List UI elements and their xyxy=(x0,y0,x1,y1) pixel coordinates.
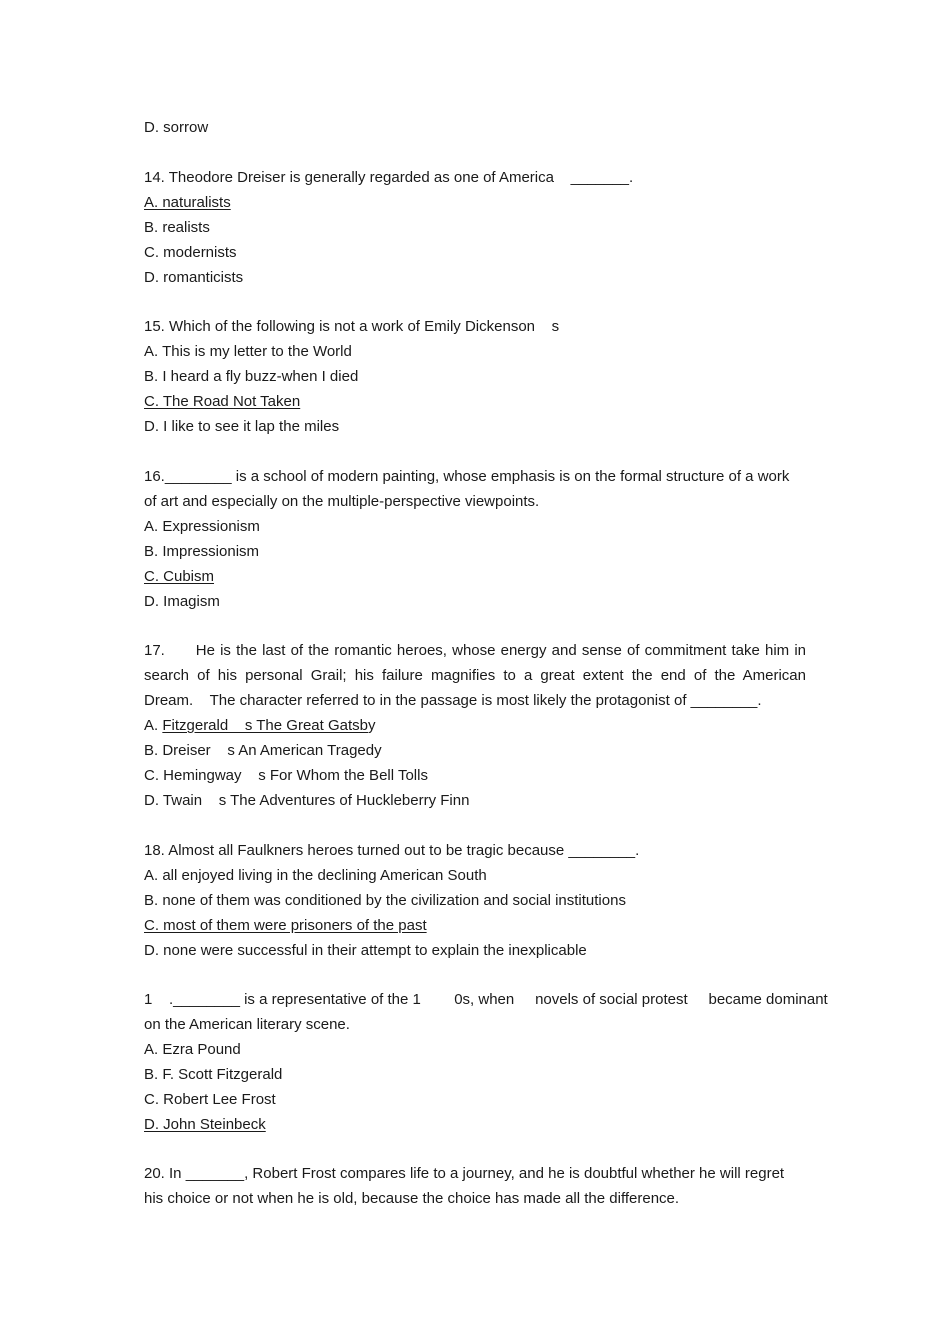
q17-option-b: B. Dreiser s An American Tragedy xyxy=(144,742,382,759)
q15-stem: 15. Which of the following is not a work of Emily Dickenson s xyxy=(144,318,560,335)
q14-option-a-answer: A. naturalists xyxy=(144,194,231,211)
q16-option-a: A. Expressionism xyxy=(144,518,260,535)
q16-stem-line-2: of art and especially on the multiple-perspective viewpoints. xyxy=(144,493,540,510)
q15-option-c-answer: C. The Road Not Taken xyxy=(144,393,301,410)
q16-option-c-answer: C. Cubism xyxy=(144,568,215,585)
q18-option-c-answer: C. most of them were prisoners of the past xyxy=(144,917,427,934)
q14-option-d: D. romanticists xyxy=(144,269,244,286)
q20-stem-line-1: 20. In _______, Robert Frost compares life to a journey, and he is doubtful whether he will regret xyxy=(144,1165,785,1182)
q14-option-b: B. realists xyxy=(144,219,210,236)
q17-option-a-underlined: Fitzgerald s The Great Gatsb xyxy=(162,717,368,734)
q19-stem-line-2: on the American literary scene. xyxy=(144,1016,350,1033)
q19-stem-line-1: 1 .________ is a representative of the 1 0s, when novels of social protest became dominant xyxy=(144,991,828,1008)
q17-stem-line-2 xyxy=(144,666,806,686)
q16-option-b: B. Impressionism xyxy=(144,543,260,560)
q18-option-b: B. none of them was conditioned by the civilization and social institutions xyxy=(144,892,626,909)
q17-stem-line-3: Dream. The character referred to in the passage is most likely the protagonist of ________. xyxy=(144,692,762,709)
q15-option-d: D. I like to see it lap the miles xyxy=(144,418,340,435)
q17-option-a-suffix: y xyxy=(368,717,376,734)
q17-stem-line-2-text: search of his personal Grail; his failure magnifies to a great extent the end of the American xyxy=(144,667,806,684)
q13-option-d: D. sorrow xyxy=(144,119,209,136)
q14-option-c: C. modernists xyxy=(144,244,237,261)
q17-option-c: C. Hemingway s For Whom the Bell Tolls xyxy=(144,767,428,784)
q17-stem-line-1-text: 17. He is the last of the romantic heroes, whose energy and sense of commitment take him in xyxy=(144,642,806,659)
q19-option-a: A. Ezra Pound xyxy=(144,1041,241,1058)
q15-option-b: B. I heard a fly buzz-when I died xyxy=(144,368,359,385)
q18-option-a: A. all enjoyed living in the declining American South xyxy=(144,867,487,884)
q17-stem-line-1 xyxy=(144,641,806,661)
q16-stem-line-1: 16.________ is a school of modern painting, whose emphasis is on the formal structure of a work xyxy=(144,468,790,485)
q15-option-a: A. This is my letter to the World xyxy=(144,343,352,360)
q19-option-b: B. F. Scott Fitzgerald xyxy=(144,1066,283,1083)
q17-option-a-answer xyxy=(144,716,376,736)
q17-option-d: D. Twain s The Adventures of Huckleberry Finn xyxy=(144,792,470,809)
q19-option-d-answer: D. John Steinbeck xyxy=(144,1116,266,1133)
q19-option-c: C. Robert Lee Frost xyxy=(144,1091,276,1108)
q20-stem-line-2: his choice or not when he is old, because the choice has made all the difference. xyxy=(144,1190,680,1207)
q17-option-a-prefix: A. xyxy=(144,717,163,734)
q16-option-d: D. Imagism xyxy=(144,593,220,610)
q14-stem: 14. Theodore Dreiser is generally regarded as one of America _______. xyxy=(144,169,634,186)
q18-option-d: D. none were successful in their attempt to explain the inexplicable xyxy=(144,942,587,959)
q18-stem: 18. Almost all Faulkners heroes turned out to be tragic because ________. xyxy=(144,842,640,859)
